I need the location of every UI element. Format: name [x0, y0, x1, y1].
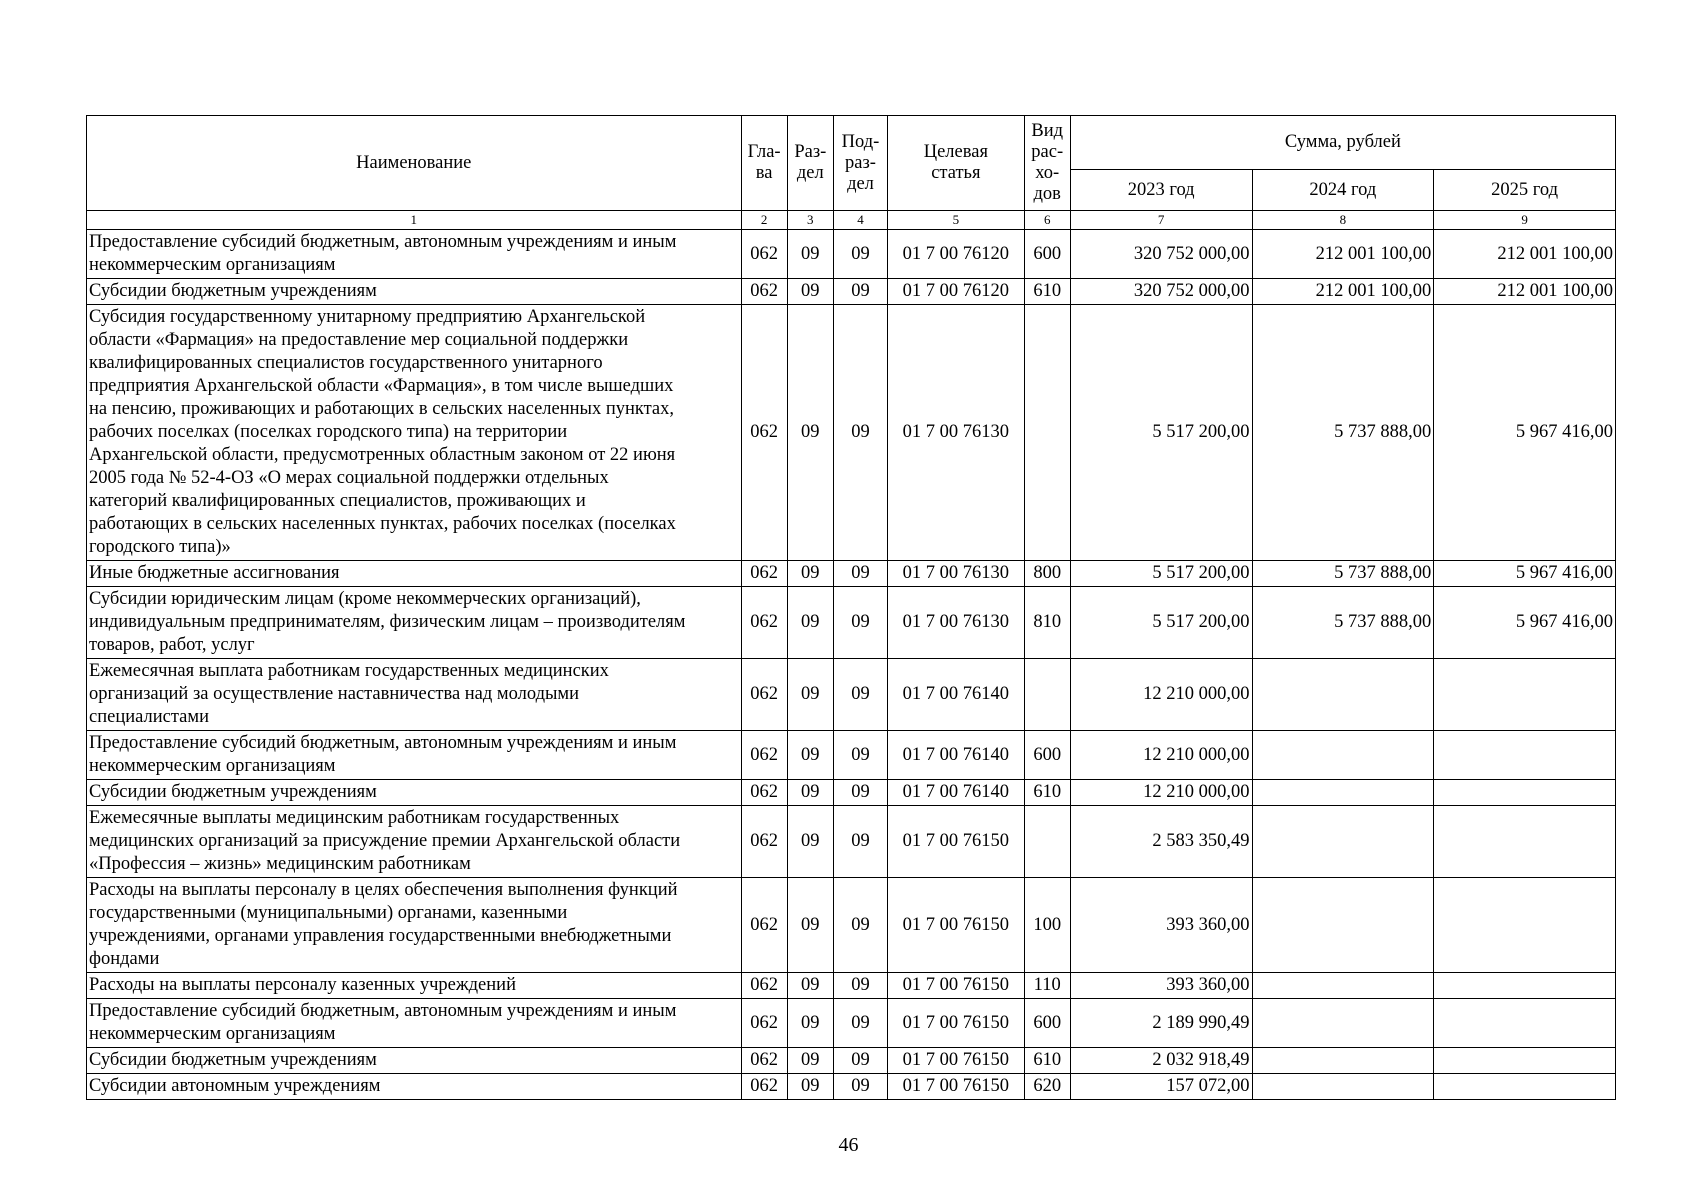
- row-razdel: 09: [787, 1074, 833, 1100]
- table-row: [87, 1048, 1616, 1074]
- row-sum-2023: 5 517 200,00: [1070, 587, 1252, 659]
- column-number: 2: [741, 211, 787, 230]
- row-sum-2024: 5 737 888,00: [1252, 305, 1434, 561]
- row-expense-type: 600: [1024, 999, 1070, 1048]
- row-sum-2024: [1252, 659, 1434, 731]
- header-sum: Сумма, рублей: [1070, 116, 1615, 170]
- row-sum-2025: 5 967 416,00: [1434, 587, 1616, 659]
- row-glava: 062: [741, 806, 787, 878]
- row-sum-2025: [1434, 999, 1616, 1048]
- row-sum-2024: 5 737 888,00: [1252, 587, 1434, 659]
- row-name: Ежемесячные выплаты медицинским работникам государственных медицинских организаций за присуждение премии Архангельской области «Профессия – жизнь» медицинским работникам: [87, 806, 742, 878]
- row-sum-2023: 5 517 200,00: [1070, 561, 1252, 587]
- row-target-article: 01 7 00 76150: [888, 1074, 1025, 1100]
- header-year-2025: 2025 год: [1434, 170, 1616, 211]
- row-sum-2023: 2 189 990,49: [1070, 999, 1252, 1048]
- row-expense-type: 610: [1024, 1048, 1070, 1074]
- row-razdel: 09: [787, 878, 833, 973]
- row-podrazdel: 09: [833, 999, 887, 1048]
- row-sum-2024: [1252, 999, 1434, 1048]
- row-razdel: 09: [787, 780, 833, 806]
- row-glava: 062: [741, 305, 787, 561]
- column-number: 5: [888, 211, 1025, 230]
- row-expense-type: 610: [1024, 780, 1070, 806]
- table-row: [87, 780, 1616, 806]
- row-sum-2024: [1252, 878, 1434, 973]
- row-glava: 062: [741, 587, 787, 659]
- row-target-article: 01 7 00 76130: [888, 305, 1025, 561]
- row-sum-2024: [1252, 973, 1434, 999]
- header-target-article: Целевая статья: [888, 116, 1025, 211]
- row-sum-2025: 212 001 100,00: [1434, 279, 1616, 305]
- row-glava: 062: [741, 780, 787, 806]
- row-razdel: 09: [787, 230, 833, 279]
- column-number: 9: [1434, 211, 1616, 230]
- row-sum-2025: [1434, 806, 1616, 878]
- table-body: [87, 211, 1616, 1100]
- row-sum-2024: 212 001 100,00: [1252, 230, 1434, 279]
- row-podrazdel: 09: [833, 731, 887, 780]
- row-name: Ежемесячная выплата работникам государственных медицинских организаций за осуществление наставничества над молодыми специалистами: [87, 659, 742, 731]
- row-target-article: 01 7 00 76150: [888, 973, 1025, 999]
- row-expense-type: 110: [1024, 973, 1070, 999]
- row-expense-type: [1024, 806, 1070, 878]
- row-podrazdel: 09: [833, 780, 887, 806]
- row-razdel: 09: [787, 561, 833, 587]
- row-glava: 062: [741, 973, 787, 999]
- table-row: [87, 561, 1616, 587]
- row-target-article: 01 7 00 76150: [888, 999, 1025, 1048]
- budget-table: [86, 115, 1616, 1100]
- header-year-2024: 2024 год: [1252, 170, 1434, 211]
- row-razdel: 09: [787, 973, 833, 999]
- row-sum-2025: 5 967 416,00: [1434, 561, 1616, 587]
- row-name: Предоставление субсидий бюджетным, автономным учреждениям и иным некоммерческим организациям: [87, 731, 742, 780]
- column-number-row: [87, 211, 1616, 230]
- row-sum-2023: 393 360,00: [1070, 973, 1252, 999]
- header-glava: Гла- ва: [741, 116, 787, 211]
- table-header: [87, 116, 1616, 211]
- row-name: Субсидия государственному унитарному предприятию Архангельской области «Фармация» на предоставление мер социальной поддержки квалифицированных специалистов государственного унитарного предприятия Архангельской области «Фармация», в том числе вышедших на пенсию, проживающих и работающих в сельских населенных пунктах, рабочих поселках (поселках городского типа) на территории Архангельской области, предусмотренных областным законом от 22 июня 2005 года № 52-4-ОЗ «О мерах социальной поддержки отдельных категорий квалифицированных специалистов, проживающих и работающих в сельских населенных пунктах, рабочих поселках (поселках городского типа)»: [87, 305, 742, 561]
- row-glava: 062: [741, 230, 787, 279]
- row-sum-2023: 12 210 000,00: [1070, 780, 1252, 806]
- row-target-article: 01 7 00 76150: [888, 1048, 1025, 1074]
- row-expense-type: 810: [1024, 587, 1070, 659]
- table-row: [87, 999, 1616, 1048]
- row-target-article: 01 7 00 76130: [888, 587, 1025, 659]
- row-name: Иные бюджетные ассигнования: [87, 561, 742, 587]
- table-row: [87, 1074, 1616, 1100]
- row-podrazdel: 09: [833, 279, 887, 305]
- table-row: [87, 587, 1616, 659]
- row-glava: 062: [741, 999, 787, 1048]
- row-expense-type: 600: [1024, 230, 1070, 279]
- row-name: Расходы на выплаты персоналу казенных учреждений: [87, 973, 742, 999]
- row-glava: 062: [741, 731, 787, 780]
- row-glava: 062: [741, 561, 787, 587]
- row-sum-2023: 393 360,00: [1070, 878, 1252, 973]
- column-number: 3: [787, 211, 833, 230]
- row-glava: 062: [741, 659, 787, 731]
- row-glava: 062: [741, 1074, 787, 1100]
- row-sum-2024: 212 001 100,00: [1252, 279, 1434, 305]
- row-podrazdel: 09: [833, 1048, 887, 1074]
- row-razdel: 09: [787, 659, 833, 731]
- column-number: 7: [1070, 211, 1252, 230]
- column-number: 6: [1024, 211, 1070, 230]
- row-sum-2025: [1434, 973, 1616, 999]
- row-name: Субсидии бюджетным учреждениям: [87, 780, 742, 806]
- header-podrazdel: Под- раз- дел: [833, 116, 887, 211]
- row-sum-2023: 320 752 000,00: [1070, 279, 1252, 305]
- row-target-article: 01 7 00 76140: [888, 659, 1025, 731]
- row-sum-2024: [1252, 806, 1434, 878]
- row-podrazdel: 09: [833, 878, 887, 973]
- row-expense-type: 800: [1024, 561, 1070, 587]
- table-row: [87, 305, 1616, 561]
- row-glava: 062: [741, 279, 787, 305]
- table-row: [87, 878, 1616, 973]
- table-row: [87, 279, 1616, 305]
- row-podrazdel: 09: [833, 806, 887, 878]
- row-sum-2025: [1434, 1074, 1616, 1100]
- row-name: Субсидии бюджетным учреждениям: [87, 279, 742, 305]
- table-row: [87, 731, 1616, 780]
- row-expense-type: [1024, 305, 1070, 561]
- row-sum-2023: 2 032 918,49: [1070, 1048, 1252, 1074]
- row-sum-2024: [1252, 1074, 1434, 1100]
- row-name: Расходы на выплаты персоналу в целях обеспечения выполнения функций государственными (муниципальными) органами, казенными учреждениями, органами управления государственными внебюджетными фондами: [87, 878, 742, 973]
- row-glava: 062: [741, 878, 787, 973]
- row-sum-2025: [1434, 878, 1616, 973]
- row-target-article: 01 7 00 76120: [888, 279, 1025, 305]
- row-name: Субсидии бюджетным учреждениям: [87, 1048, 742, 1074]
- row-razdel: 09: [787, 1048, 833, 1074]
- row-target-article: 01 7 00 76140: [888, 731, 1025, 780]
- table-row: [87, 973, 1616, 999]
- page-number: 46: [838, 1134, 859, 1156]
- row-sum-2023: 157 072,00: [1070, 1074, 1252, 1100]
- row-target-article: 01 7 00 76150: [888, 806, 1025, 878]
- row-razdel: 09: [787, 999, 833, 1048]
- row-sum-2024: [1252, 780, 1434, 806]
- row-sum-2025: [1434, 659, 1616, 731]
- header-name: Наименование: [87, 116, 742, 211]
- header-expense-type: Вид рас- хо- дов: [1024, 116, 1070, 211]
- row-expense-type: 100: [1024, 878, 1070, 973]
- row-sum-2024: 5 737 888,00: [1252, 561, 1434, 587]
- row-target-article: 01 7 00 76120: [888, 230, 1025, 279]
- row-name: Субсидии юридическим лицам (кроме некоммерческих организаций), индивидуальным предпринимателям, физическим лицам – производителям товаров, работ, услуг: [87, 587, 742, 659]
- row-sum-2023: 2 583 350,49: [1070, 806, 1252, 878]
- row-sum-2025: [1434, 780, 1616, 806]
- header-razdel: Раз- дел: [787, 116, 833, 211]
- row-sum-2025: [1434, 1048, 1616, 1074]
- row-razdel: 09: [787, 279, 833, 305]
- row-name: Субсидии автономным учреждениям: [87, 1074, 742, 1100]
- row-target-article: 01 7 00 76140: [888, 780, 1025, 806]
- row-podrazdel: 09: [833, 1074, 887, 1100]
- row-expense-type: 620: [1024, 1074, 1070, 1100]
- row-sum-2025: 212 001 100,00: [1434, 230, 1616, 279]
- row-glava: 062: [741, 1048, 787, 1074]
- column-number: 4: [833, 211, 887, 230]
- row-expense-type: 600: [1024, 731, 1070, 780]
- row-sum-2025: [1434, 731, 1616, 780]
- row-name: Предоставление субсидий бюджетным, автономным учреждениям и иным некоммерческим организациям: [87, 230, 742, 279]
- table-row: [87, 659, 1616, 731]
- row-target-article: 01 7 00 76150: [888, 878, 1025, 973]
- row-razdel: 09: [787, 305, 833, 561]
- table-row: [87, 806, 1616, 878]
- row-sum-2024: [1252, 1048, 1434, 1074]
- row-podrazdel: 09: [833, 587, 887, 659]
- table-row: [87, 230, 1616, 279]
- row-podrazdel: 09: [833, 305, 887, 561]
- row-expense-type: 610: [1024, 279, 1070, 305]
- row-podrazdel: 09: [833, 230, 887, 279]
- row-podrazdel: 09: [833, 659, 887, 731]
- row-sum-2024: [1252, 731, 1434, 780]
- row-sum-2025: 5 967 416,00: [1434, 305, 1616, 561]
- row-podrazdel: 09: [833, 973, 887, 999]
- row-razdel: 09: [787, 731, 833, 780]
- column-number: 8: [1252, 211, 1434, 230]
- row-sum-2023: 320 752 000,00: [1070, 230, 1252, 279]
- row-expense-type: [1024, 659, 1070, 731]
- row-sum-2023: 12 210 000,00: [1070, 659, 1252, 731]
- row-razdel: 09: [787, 587, 833, 659]
- header-year-2023: 2023 год: [1070, 170, 1252, 211]
- row-sum-2023: 12 210 000,00: [1070, 731, 1252, 780]
- row-target-article: 01 7 00 76130: [888, 561, 1025, 587]
- row-razdel: 09: [787, 806, 833, 878]
- column-number: 1: [87, 211, 742, 230]
- row-sum-2023: 5 517 200,00: [1070, 305, 1252, 561]
- row-name: Предоставление субсидий бюджетным, автономным учреждениям и иным некоммерческим организациям: [87, 999, 742, 1048]
- row-podrazdel: 09: [833, 561, 887, 587]
